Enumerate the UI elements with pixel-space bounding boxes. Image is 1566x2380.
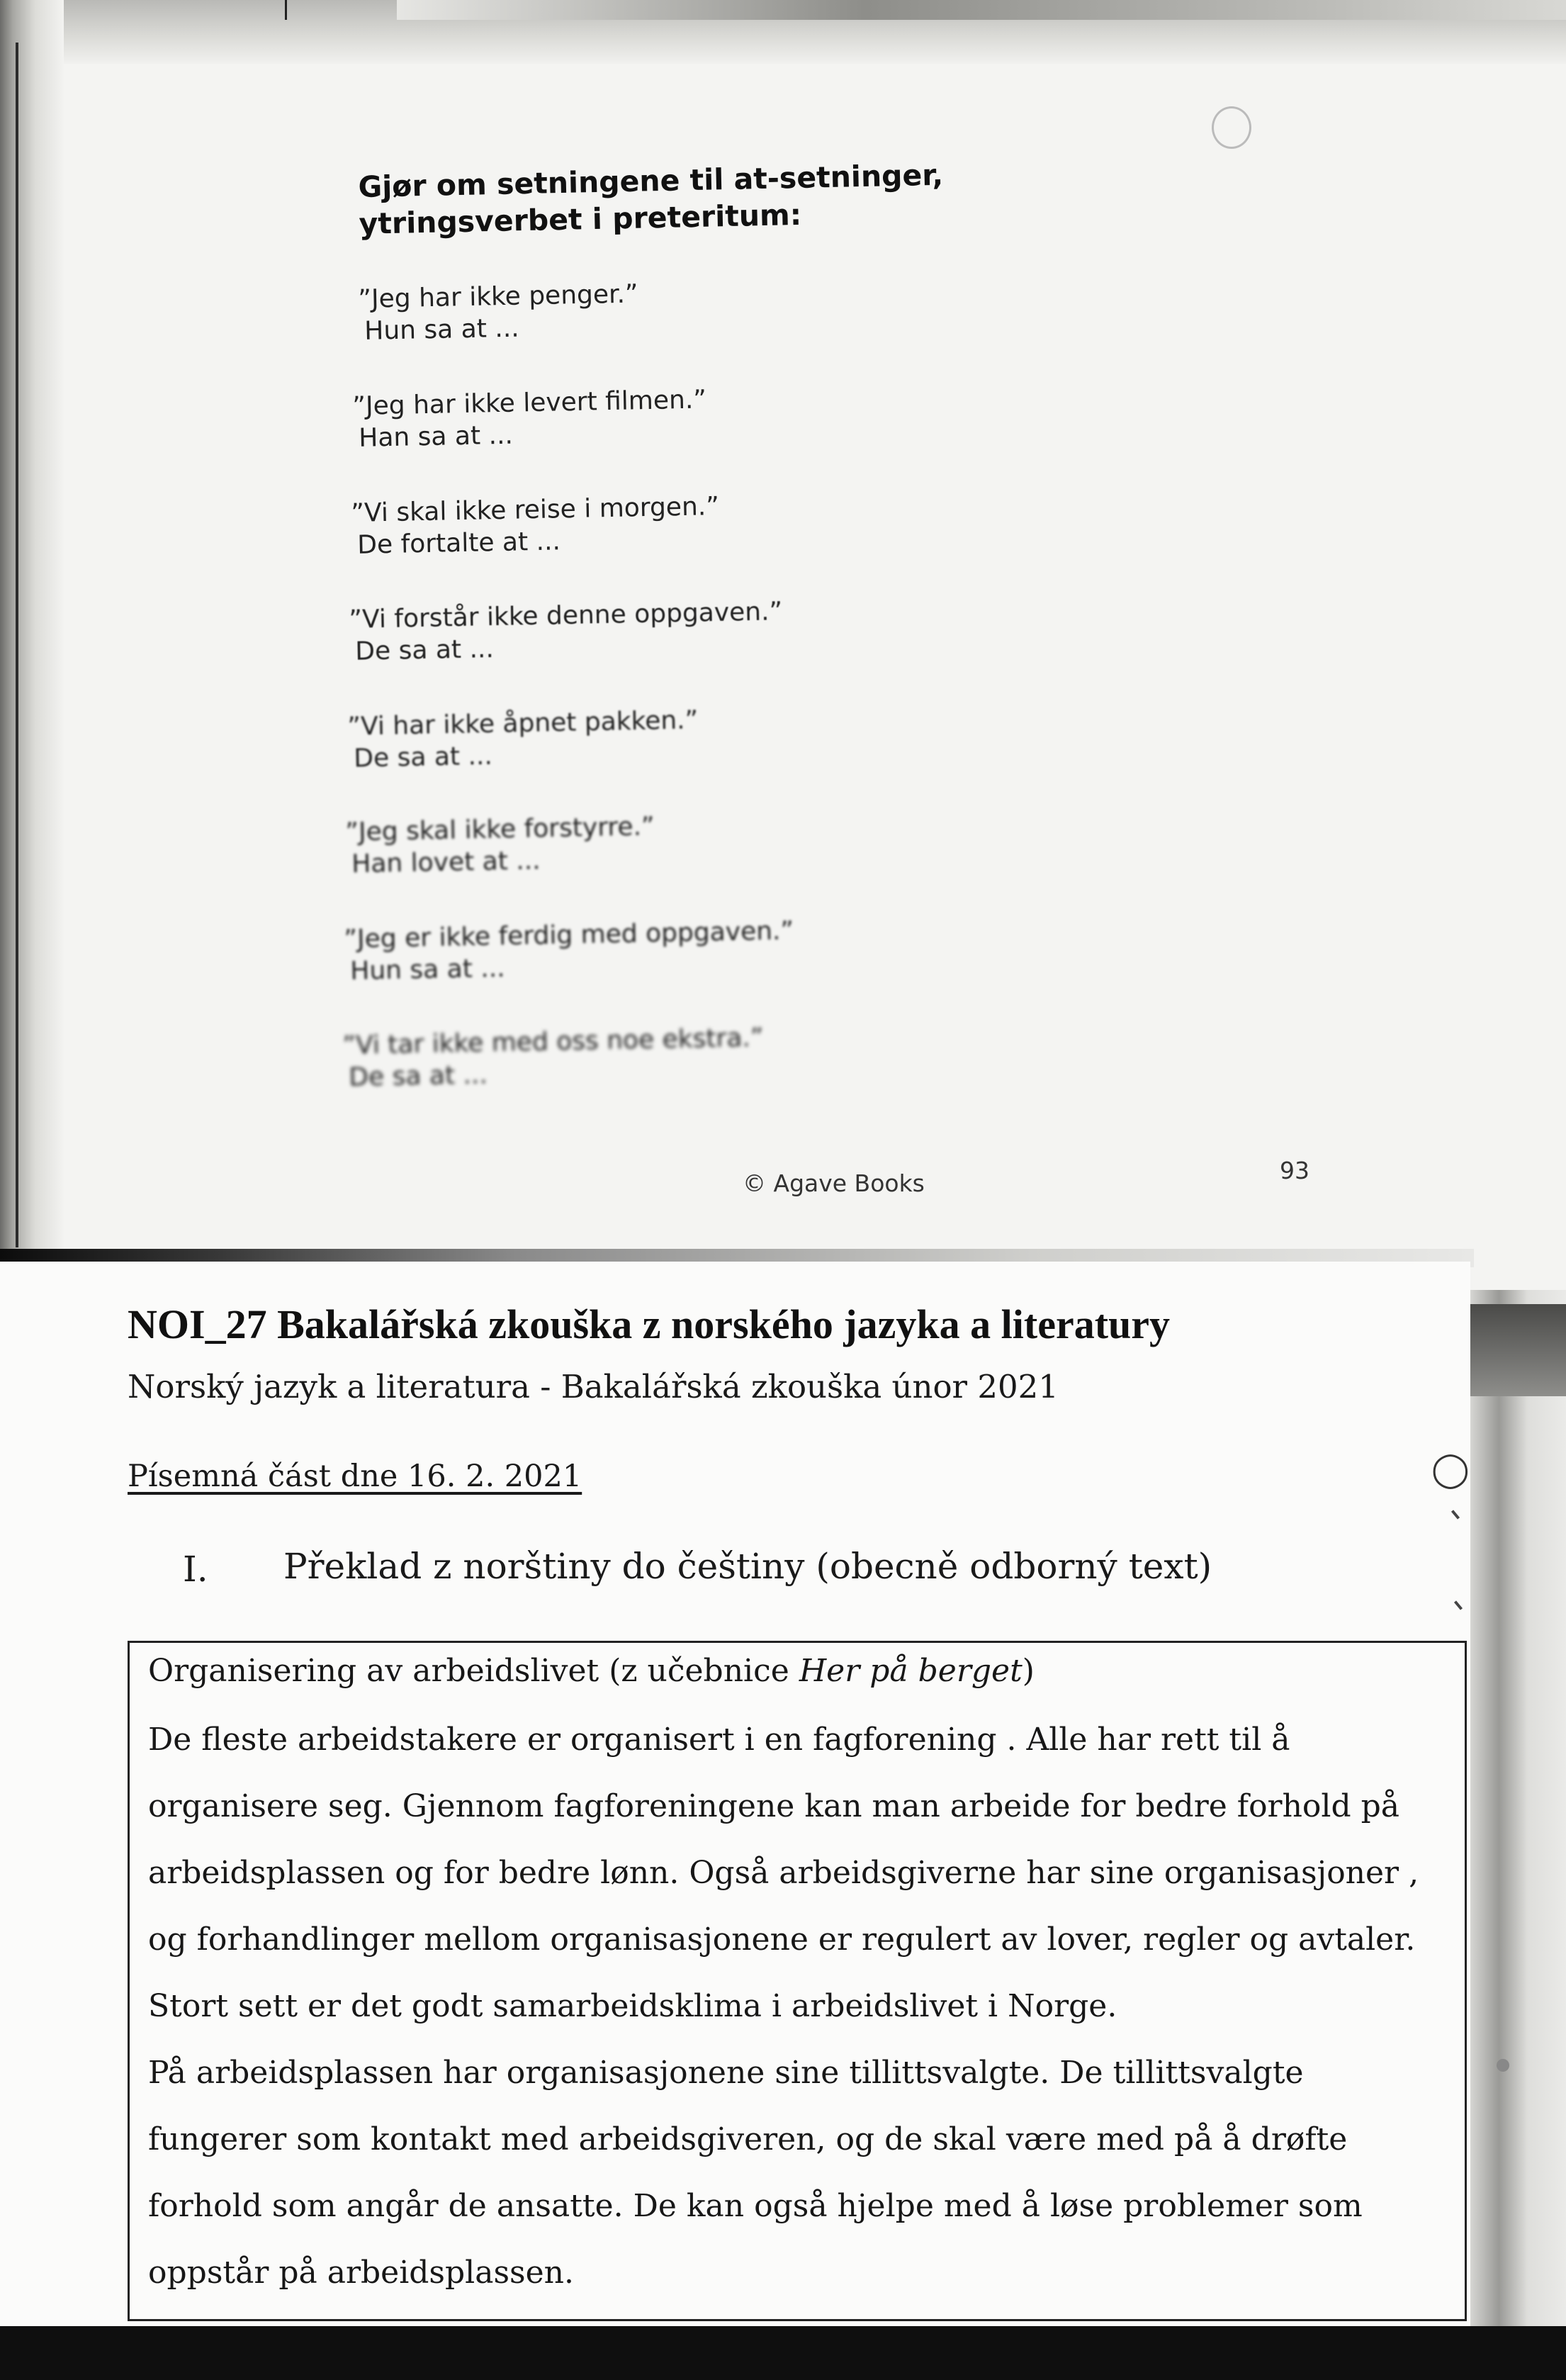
exercise-item <box>342 1022 765 1094</box>
book-spine-line <box>16 43 18 1247</box>
exercise-item <box>358 278 639 347</box>
text-line: På arbeidsplassen har organisasjonene sine tillittsvalgte. De tillittsvalgte <box>148 2055 1304 2091</box>
exercise-lead: De sa at ... <box>354 634 495 666</box>
exercise-quote: ”Vi skal ikke reise i morgen.” <box>351 492 720 528</box>
exercise-quote: ”Jeg er ikke ferdig med oppgaven.” <box>344 916 794 954</box>
text-title <box>148 1650 1455 1693</box>
text-line: organisere seg. Gjennom fagforeningene kan man arbeide for bedre forhold på <box>148 1788 1400 1824</box>
scan-circle-mark <box>1212 106 1251 149</box>
exercise-item <box>352 383 707 454</box>
exercise-quote: ”Vi forstår ikke denne oppgaven.” <box>349 597 783 634</box>
text-title-prefix: Organisering av arbeidslivet (z učebnice <box>148 1653 799 1689</box>
exam-subtitle: Norský jazyk a literatura - Bakalářská zkouška únor 2021 <box>128 1368 1059 1405</box>
exercise-lead: De sa at ... <box>353 741 493 773</box>
text-line: arbeidsplassen og for bedre lønn. Også arbeidsgiverne har sine organisasjoner , <box>148 1855 1419 1891</box>
exercise-heading <box>358 157 945 242</box>
exercise-quote: ”Vi tar ikke med oss noe ekstra.” <box>342 1023 764 1060</box>
exercise-heading-line2: ytringsverbet i preteritum: <box>359 197 802 241</box>
exercise-lead: Han sa at ... <box>358 420 514 453</box>
exercise-item <box>351 490 720 561</box>
text-line: forhold som angår de ansatte. De kan også hjelpe med å løse problemer som <box>148 2188 1363 2224</box>
text-line: De fleste arbeidstakere er organisert i en fagforening . Alle har rett til å <box>148 1722 1290 1758</box>
exercise-lead: Hun sa at ... <box>349 953 506 986</box>
text-title-suffix: ) <box>1022 1653 1035 1689</box>
text-title-book: Her på berget <box>799 1653 1023 1689</box>
scan-shadow-top-dark <box>397 0 1566 20</box>
text-line: fungerer som kontakt med arbeidsgiveren, og de skal være med på å drøfte <box>148 2121 1348 2157</box>
exercise-lead: Hun sa at ... <box>364 313 520 346</box>
text-line: Stort sett er det godt samarbeidsklima i arbeidslivet i Norge. <box>148 1988 1117 2024</box>
exam-title: NOI_27 Bakalářská zkouška z norského jazyka a literatury <box>128 1301 1171 1347</box>
scan-speck <box>1497 2059 1509 2072</box>
copyright-notice: © Agave Books <box>743 1169 925 1197</box>
exercise-item <box>347 704 699 774</box>
section-title: Překlad z norštiny do češtiny (obecně odborný text) <box>283 1546 1212 1587</box>
exercise-lead: De fortalte at ... <box>356 527 561 560</box>
exercise-quote: ”Jeg skal ikke forstyrre.” <box>345 812 655 847</box>
exercise-item <box>344 915 794 987</box>
scan-shadow-right-dark <box>1470 1304 1566 1396</box>
exercise-item <box>349 595 783 668</box>
page-number: 93 <box>1280 1157 1309 1184</box>
book-spine-shadow <box>0 0 64 1269</box>
exercise-lead: De sa at ... <box>348 1060 488 1092</box>
translation-text-box <box>128 1641 1467 2321</box>
exam-date: Písemná část dne 16. 2. 2021 <box>128 1459 582 1494</box>
exercise-lead: Han lovet at ... <box>351 846 541 879</box>
section-number: I. <box>183 1549 208 1590</box>
text-line: og forhandlinger mellom organisasjonene er regulert av lover, regler og avtaler. <box>148 1921 1416 1958</box>
exercise-quote: ”Vi har ikke åpnet pakken.” <box>347 705 699 741</box>
scan-shadow-right <box>1470 1290 1566 2339</box>
scan-shadow-bottom <box>0 2326 1566 2380</box>
text-line: oppstår på arbeidsplassen. <box>148 2255 575 2291</box>
exercise-item <box>345 811 655 880</box>
exercise-heading-line1: Gjør om setningene til at-setninger, <box>358 157 944 204</box>
exercise-quote: ”Jeg har ikke penger.” <box>358 279 639 314</box>
scan-mark <box>285 0 287 20</box>
exercise-quote: ”Jeg har ikke levert filmen.” <box>352 385 707 421</box>
margin-mark: ◯ <box>1431 1449 1470 1489</box>
